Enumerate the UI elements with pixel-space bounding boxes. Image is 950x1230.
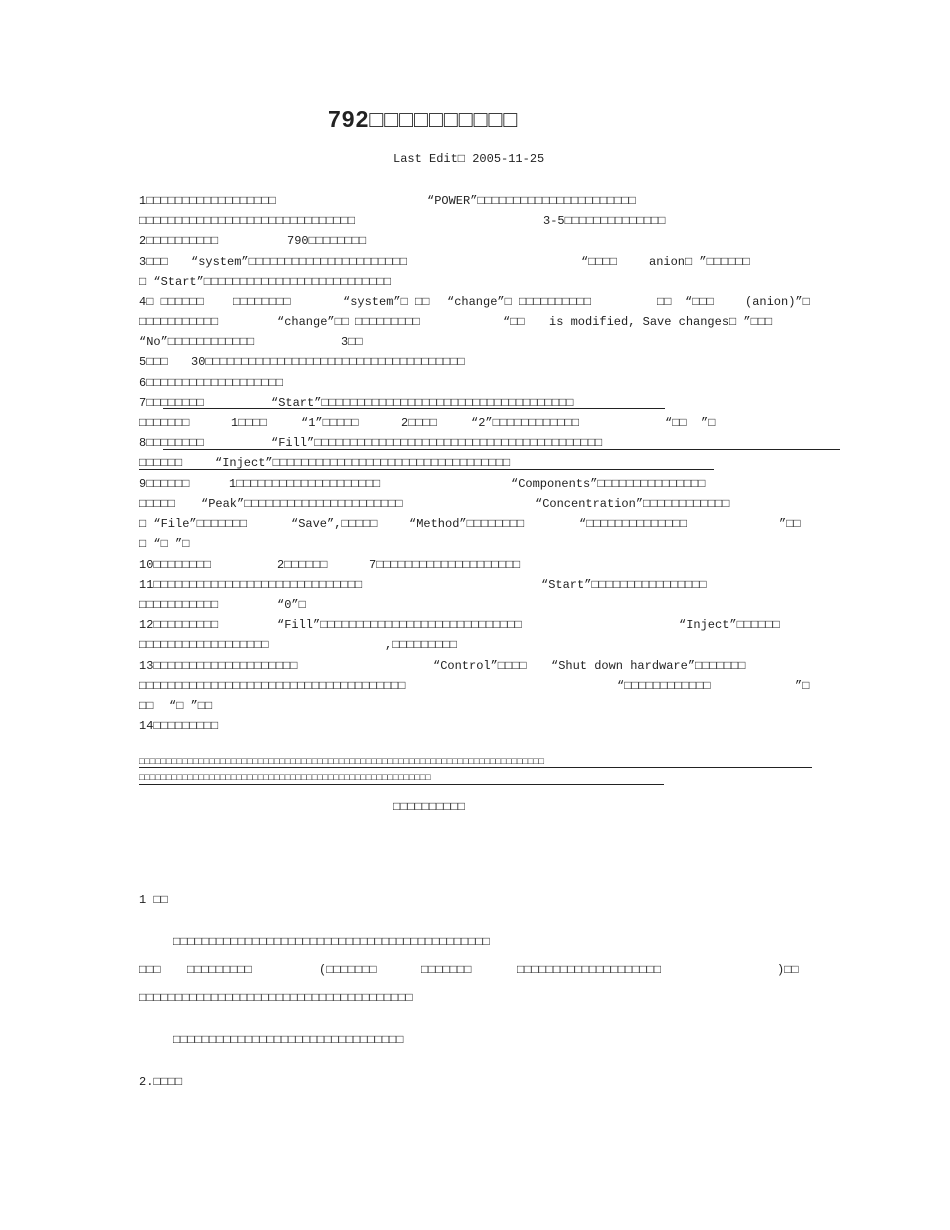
step-4-line-b: □□□□□□□□□□□ (139, 315, 219, 329)
step-2-cont: 790□□□□□□□□ (287, 234, 367, 248)
step-8-a: 8□□□□□□□□ (139, 436, 204, 450)
step-14: 14□□□□□□□□□ (139, 719, 219, 733)
step-4-f: “□□ (503, 315, 525, 329)
step-4-e: □□□□□□□□□ (355, 315, 420, 329)
step-10-b: 2□□□□□□ (277, 558, 328, 572)
step-4-line-c: “No”□□□□□□□□□□□□ (139, 335, 255, 349)
step-9-b: 1□□□□□□□□□□□□□□□□□□□□ (229, 477, 381, 491)
step-3-anion-b: anion□ ”□□□□□□ (649, 255, 750, 269)
step-1-line-b-cont: 3-5□□□□□□□□□□□□□□ (543, 214, 666, 228)
step-10-a: 10□□□□□□□□ (139, 558, 212, 572)
heading-1: 1 □□ (139, 893, 168, 907)
step-13-quote: “□□□□□□□□□□□□ (617, 679, 711, 693)
step-7-a: 7□□□□□□□□ (139, 396, 204, 410)
step-7-line-b: □□□□□□□ (139, 416, 190, 430)
step-4-a: 4□ □□□□□□ (139, 295, 204, 309)
step-7-quote-end: ”□ (701, 416, 716, 430)
step-4-anion: (anion)”□ (745, 295, 810, 309)
step-10-c: 7□□□□□□□□□□□□□□□□□□□□ (369, 558, 521, 572)
step-4-change: “change”□ □□□□□□□□□□ (447, 295, 592, 309)
step-9-peak: “Peak”□□□□□□□□□□□□□□□□□□□□□□ (201, 497, 403, 511)
paragraph-2-a: □□□ (139, 963, 161, 977)
step-13-line-c: □□ (139, 699, 154, 713)
step-3-anion: “□□□□ (581, 255, 618, 269)
step-9-save: “Save”,□□□□□ (291, 517, 378, 531)
step-3-line-a: 3□□□ (139, 255, 168, 269)
paragraph-2-b: □□□□□□□□□ (187, 963, 252, 977)
paragraph-1: □□□□□□□□□□□□□□□□□□□□□□□□□□□□□□□□□□□□□□□□□□□□ (173, 935, 490, 949)
step-11-zero: “0”□ (277, 598, 306, 612)
step-11-start: “Start”□□□□□□□□□□□□□□□□ (541, 578, 707, 592)
last-edit-date: Last Edit□ 2005-11-25 (393, 152, 545, 166)
step-4-system: “system”□ □□ (343, 295, 430, 309)
underline-step-7 (163, 408, 665, 409)
step-1-line-a: 1□□□□□□□□□□□□□□□□□□ (139, 194, 276, 208)
step-4-d: “□□□ (685, 295, 714, 309)
paragraph-2-c: (□□□□□□□ (319, 963, 377, 977)
step-9-components: “Components”□□□□□□□□□□□□□□□ (511, 477, 706, 491)
step-3-system: “system”□□□□□□□□□□□□□□□□□□□□□□ (191, 255, 408, 269)
step-1-line-a-cont: “POWER”□□□□□□□□□□□□□□□□□□□□□□ (427, 194, 636, 208)
step-8-inject: “Inject”□□□□□□□□□□□□□□□□□□□□□□□□□□□□□□□□□ (215, 456, 511, 470)
step-12-line-b-cont: ,□□□□□□□□□ (385, 638, 458, 652)
step-5: 5□□□ (139, 355, 168, 369)
step-9-quote: “□□□□□□□□□□□□□□ (579, 517, 688, 531)
step-3-line-b: □ “Start”□□□□□□□□□□□□□□□□□□□□□□□□□□ (139, 275, 392, 289)
step-4-b: □□□□□□□□ (233, 295, 291, 309)
step-4-c: □□ (657, 295, 672, 309)
step-9-concentration: “Concentration”□□□□□□□□□□□□ (535, 497, 730, 511)
footnote-rule-2 (139, 784, 664, 785)
step-6: 6□□□□□□□□□□□□□□□□□□□ (139, 376, 284, 390)
step-4-save-changes: is modified, Save changes□ ”□□□ (549, 315, 773, 329)
paragraph-4: □□□□□□□□□□□□□□□□□□□□□□□□□□□□□□□□ (173, 1033, 404, 1047)
step-8-line-b: □□□□□□ (139, 456, 183, 470)
footnote-rule-1 (139, 767, 812, 768)
paragraph-2-e: □□□□□□□□□□□□□□□□□□□□ (517, 963, 662, 977)
step-7-2: 2□□□□ (401, 416, 438, 430)
paragraph-2-d: □□□□□□□ (421, 963, 472, 977)
step-7-1-q: “1”□□□□□ (301, 416, 359, 430)
step-7-quote: “□□ (665, 416, 687, 430)
step-9-a: 9□□□□□□ (139, 477, 190, 491)
step-5-cont: 30□□□□□□□□□□□□□□□□□□□□□□□□□□□□□□□□□□□□ (191, 355, 465, 369)
step-12-a: 12□□□□□□□□□ (139, 618, 219, 632)
underline-step-8b (139, 469, 714, 470)
section-title: □□□□□□□□□□ (393, 800, 466, 814)
step-9-line-b: □□□□□ (139, 497, 176, 511)
step-7-start: “Start”□□□□□□□□□□□□□□□□□□□□□□□□□□□□□□□□□□□ (271, 396, 574, 410)
footnote-line-1: □□□□□□□□□□□□□□□□□□□□□□□□□□□□□□□□□□□□□□□□□□□□□□□□□□□□□□□□□□□□□□□□□□□□□□□□□□□ (139, 757, 545, 767)
step-11-line-b: □□□□□□□□□□□ (139, 598, 219, 612)
step-12-line-b: □□□□□□□□□□□□□□□□□□ (139, 638, 269, 652)
step-13-quote-end: ”□ (795, 679, 810, 693)
step-9-quote-end: ”□□ (779, 517, 801, 531)
step-12-inject: “Inject”□□□□□□ (679, 618, 780, 632)
step-4-change-b: “change”□□ (277, 315, 350, 329)
step-13-shutdown: “Shut down hardware”□□□□□□□ (551, 659, 746, 673)
step-1-line-b: □□□□□□□□□□□□□□□□□□□□□□□□□□□□□□ (139, 214, 356, 228)
step-9-line-c: □ “File”□□□□□□□ (139, 517, 248, 531)
footnote-line-2: □□□□□□□□□□□□□□□□□□□□□□□□□□□□□□□□□□□□□□□□□□□□□□□□□□□□□□ (139, 773, 431, 783)
page-title: 792□□□□□□□□□□ (328, 106, 519, 132)
step-13-line-b: □□□□□□□□□□□□□□□□□□□□□□□□□□□□□□□□□□□□□ (139, 679, 406, 693)
step-9-line-d: □ “□ ”□ (139, 537, 190, 551)
paragraph-2-f: )□□ (777, 963, 799, 977)
step-11-a: 11□□□□□□□□□□□□□□□□□□□□□□□□□□□□□ (139, 578, 363, 592)
underline-step-8 (163, 449, 840, 450)
step-4-line-c-cont: 3□□ (341, 335, 363, 349)
step-7-2-q: “2”□□□□□□□□□□□□ (471, 416, 580, 430)
step-13-control: “Control”□□□□ (433, 659, 527, 673)
paragraph-3: □□□□□□□□□□□□□□□□□□□□□□□□□□□□□□□□□□□□□□ (139, 991, 413, 1005)
step-2: 2□□□□□□□□□□ (139, 234, 219, 248)
step-13-line-c-cont: “□ ”□□ (169, 699, 213, 713)
step-9-method: “Method”□□□□□□□□ (409, 517, 525, 531)
step-7-1: 1□□□□ (231, 416, 268, 430)
heading-2: 2.□□□□ (139, 1075, 183, 1089)
step-13-a: 13□□□□□□□□□□□□□□□□□□□□ (139, 659, 298, 673)
step-8-fill: “Fill”□□□□□□□□□□□□□□□□□□□□□□□□□□□□□□□□□□□□□□□□ (271, 436, 603, 450)
step-12-fill: “Fill”□□□□□□□□□□□□□□□□□□□□□□□□□□□□ (277, 618, 522, 632)
